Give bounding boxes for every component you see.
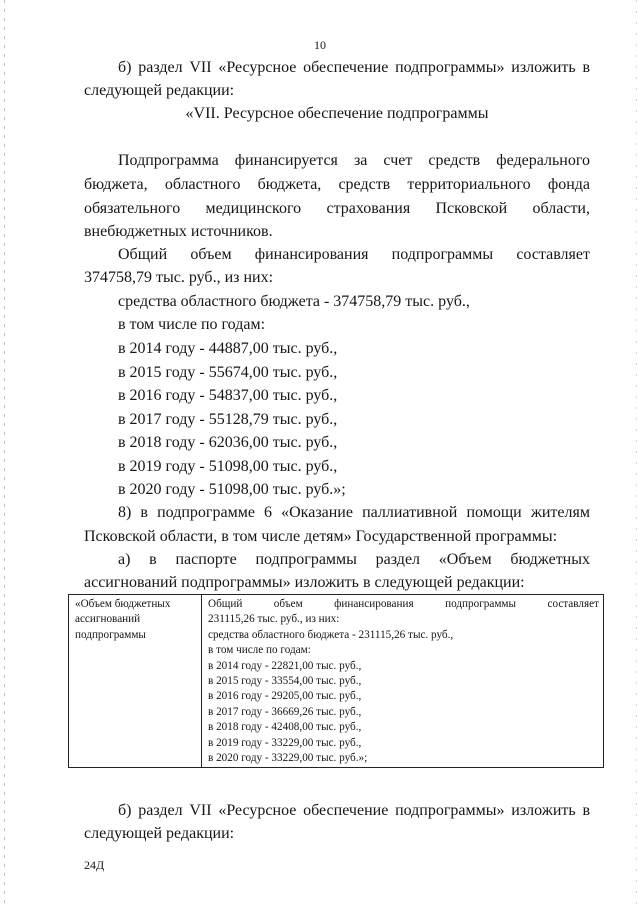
item8-line1: 8) в подпрограмме 6 «Оказание паллиативной помощи жителям bbox=[118, 504, 590, 521]
paragraph1-line1: Подпрограмма финансируется за счет средств федерального bbox=[118, 152, 590, 169]
year-line: в 2019 году - 51098,00 тыс. руб., bbox=[118, 458, 338, 475]
paragraph2-line3: средства областного бюджета - 374758,79 тыс. руб., bbox=[118, 293, 470, 310]
item8-line2: Псковской области, в том числе детям» Государственной программы: bbox=[84, 528, 558, 545]
year-line: в 2015 году - 55674,00 тыс. руб., bbox=[118, 364, 338, 381]
label-line: ассигнований bbox=[75, 613, 141, 626]
table-value-cell bbox=[202, 595, 604, 768]
paragraph1-line2: бюджета, областного бюджета, средств территориального фонда bbox=[84, 176, 590, 193]
scan-edge-right bbox=[636, 0, 637, 905]
budget-table bbox=[68, 594, 604, 768]
paragraph2-line1: Общий объем финансирования подпрограммы составляет bbox=[118, 246, 590, 263]
scan-edge-left bbox=[4, 0, 5, 905]
item-a-line2: ассигнований подпрограммы» изложить в следующей редакции: bbox=[84, 574, 525, 591]
year-line: в 2018 году - 62036,00 тыс. руб., bbox=[118, 434, 338, 451]
value-line: средства областного бюджета - 231115,26 тыс. руб., bbox=[208, 628, 454, 641]
paragraph2-line4: в том числе по годам: bbox=[118, 316, 266, 333]
paragraph1-line3: обязательного медицинского страхования Псковской области, bbox=[84, 200, 590, 217]
value-line: Общий объем финансирования подпрограммы составляет bbox=[208, 598, 599, 610]
value-line: в 2017 году - 36669,26 тыс. руб., bbox=[208, 705, 362, 718]
value-line: 231115,26 тыс. руб., из них: bbox=[208, 613, 340, 626]
value-line: в том числе по годам: bbox=[208, 644, 311, 657]
paragraph1-line4: внебюджетных источников. bbox=[84, 223, 273, 240]
paragraph2-line2: 374758,79 тыс. руб., из них: bbox=[84, 269, 274, 286]
value-line: в 2019 году - 33229,00 тыс. руб., bbox=[208, 736, 362, 749]
section-b-line2: следующей редакции: bbox=[84, 82, 235, 99]
year-line: в 2020 году - 51098,00 тыс. руб.»; bbox=[118, 481, 346, 498]
value-line: в 2015 году - 33554,00 тыс. руб., bbox=[208, 675, 362, 688]
item-a-line1: а) в паспорте подпрограммы раздел «Объем бюджетных bbox=[118, 551, 590, 568]
value-line: в 2016 году - 29205,00 тыс. руб., bbox=[208, 690, 362, 703]
year-line: в 2016 году - 54837,00 тыс. руб., bbox=[118, 387, 338, 404]
footer-code: 24Д bbox=[84, 858, 105, 872]
section-b2-line1: б) раздел VII «Ресурсное обеспечение подпрограммы» изложить в bbox=[118, 802, 590, 819]
section-b2-line2: следующей редакции: bbox=[84, 825, 235, 842]
page-number: 10 bbox=[314, 38, 326, 52]
section-heading: «VII. Ресурсное обеспечение подпрограммы bbox=[185, 105, 489, 122]
value-line: в 2014 году - 22821,00 тыс. руб., bbox=[208, 659, 362, 672]
year-line: в 2014 году - 44887,00 тыс. руб., bbox=[118, 340, 338, 357]
table-label-cell bbox=[69, 595, 202, 768]
label-line: подпрограммы bbox=[75, 628, 146, 641]
value-line: в 2020 году - 33229,00 тыс. руб.»; bbox=[208, 752, 368, 765]
value-line: в 2018 году - 42408,00 тыс. руб., bbox=[208, 721, 362, 734]
year-line: в 2017 году - 55128,79 тыс. руб., bbox=[118, 411, 338, 428]
section-b-line1: б) раздел VII «Ресурсное обеспечение подпрограммы» изложить в bbox=[118, 59, 590, 76]
label-line: «Объем бюджетных bbox=[75, 598, 171, 610]
table-row bbox=[69, 595, 604, 768]
